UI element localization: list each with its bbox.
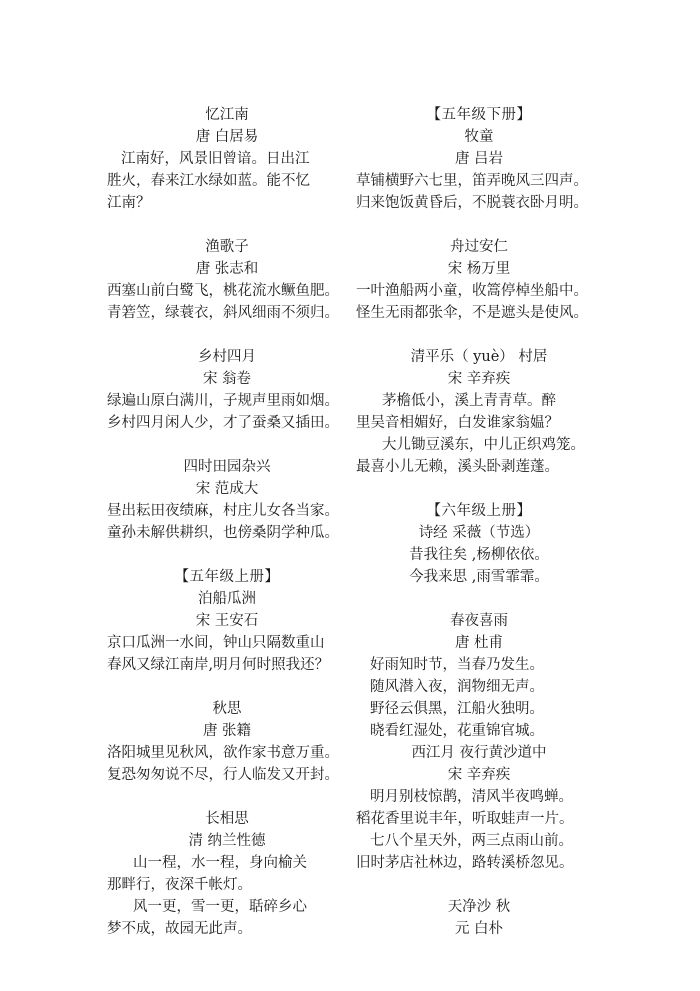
poem-title: 清平乐（ yuè） 村居 bbox=[410, 349, 548, 365]
poem-line: 好雨知时节，当春乃发生。 bbox=[370, 657, 544, 673]
poem-line: 野径云俱黑，江船火独明。 bbox=[370, 701, 544, 717]
section-header: 【五年级上册】 bbox=[174, 569, 280, 585]
poem-yu-ge-zi bbox=[107, 236, 347, 324]
poem-line: 梦不成，故园无此声。 bbox=[107, 921, 252, 937]
poem-line: 青箬笠，绿蓑衣，斜风细雨不须归。 bbox=[107, 305, 339, 321]
poem-author: 清 纳兰性德 bbox=[188, 833, 266, 849]
poem-line: 一叶渔船两小童，收篙停棹坐船中。 bbox=[356, 283, 588, 299]
poem-author: 宋 翁卷 bbox=[202, 371, 252, 387]
poem-line: 复恐匆匆说不尽，行人临发又开封。 bbox=[107, 767, 339, 783]
poem-author: 唐 张籍 bbox=[202, 723, 252, 739]
poem-author: 唐 张志和 bbox=[195, 261, 259, 277]
poem-line: 西塞山前白鹭飞，桃花流水鳜鱼肥。 bbox=[107, 283, 339, 299]
poem-line: 洛阳城里见秋风，欲作家书意万重。 bbox=[107, 745, 339, 761]
section-header: 【六年级上册】 bbox=[426, 503, 532, 519]
poem-author: 唐 白居易 bbox=[195, 129, 259, 145]
poem-line: 怪生无雨都张伞，不是遮头是使风。 bbox=[356, 305, 588, 321]
poem-line: 晓看红湿处，花重锦官城。 bbox=[370, 723, 544, 739]
poem-author: 唐 杜甫 bbox=[454, 635, 504, 651]
poem-xiang-cun-si-yue bbox=[107, 346, 347, 434]
poem-title: 渔歌子 bbox=[205, 239, 249, 255]
poem-line: 绿遍山原白满川，子规声里雨如烟。 bbox=[107, 393, 339, 409]
poem-author: 宋 范成大 bbox=[195, 481, 259, 497]
poem-line: 江南？ bbox=[107, 195, 151, 211]
poem-line: 随风潜入夜，润物细无声。 bbox=[370, 679, 544, 695]
poem-line: 最喜小儿无赖，溪头卧剥莲蓬。 bbox=[356, 459, 559, 475]
poem-line: 茅檐低小，溪上青青草。醉 bbox=[382, 393, 556, 409]
poem-title: 春夜喜雨 bbox=[450, 613, 508, 629]
poem-line: 大儿锄豆溪东，中儿正织鸡笼。 bbox=[382, 437, 585, 453]
poem-title: 四时田园杂兴 bbox=[183, 459, 271, 475]
poem-title: 天净沙 秋 bbox=[447, 899, 511, 915]
poem-line: 风一更，雪一更，聒碎乡心 bbox=[133, 899, 307, 915]
poem-title: 忆江南 bbox=[205, 107, 249, 123]
poem-line: 山一程，水一程，身向榆关 bbox=[133, 855, 307, 871]
poem-line: 草铺横野六七里，笛弄晚风三四声。 bbox=[356, 173, 588, 189]
section-header: 【五年级下册】 bbox=[426, 107, 532, 123]
poem-line: 昔我往矣 ,杨柳依依。 bbox=[409, 547, 549, 563]
poem-line: 童孙未解供耕织，也傍桑阴学种瓜。 bbox=[107, 525, 339, 541]
poem-title: 秋思 bbox=[212, 701, 242, 717]
poem-line: 乡村四月闲人少，才了蚕桑又插田。 bbox=[107, 415, 339, 431]
poem-chun-ye-xi-yu bbox=[356, 610, 602, 742]
poem-title: 乡村四月 bbox=[198, 349, 256, 365]
poem-line: 归来饱饭黄昏后，不脱蓑衣卧月明。 bbox=[356, 195, 588, 211]
poem-line: 胜火，春来江水绿如蓝。能不忆 bbox=[107, 173, 310, 189]
poem-chang-xiang-si bbox=[107, 808, 347, 940]
poem-xi-jiang-yue bbox=[356, 742, 602, 874]
poem-cai-wei bbox=[356, 500, 602, 588]
poem-author: 唐 吕岩 bbox=[454, 151, 504, 167]
poem-line: 稻花香里说丰年，听取蛙声一片。 bbox=[356, 811, 574, 827]
poem-title: 舟过安仁 bbox=[450, 239, 508, 255]
poem-line: 今我来思 ,雨雪霏霏。 bbox=[409, 569, 549, 585]
poem-bo-chuan-gua-zhou bbox=[107, 566, 347, 676]
poem-line: 那畔行，夜深千帐灯。 bbox=[107, 877, 252, 893]
right-column bbox=[356, 104, 602, 940]
poem-author: 元 白朴 bbox=[454, 921, 504, 937]
poem-line: 春风又绿江南岸,明月何时照我还？ bbox=[107, 657, 330, 673]
poem-tian-jing-sha bbox=[356, 896, 602, 940]
poem-title: 牧童 bbox=[464, 129, 494, 145]
poem-si-shi-tian-yuan bbox=[107, 456, 347, 544]
poem-author: 宋 辛弃疾 bbox=[447, 767, 511, 783]
poem-author: 宋 辛弃疾 bbox=[447, 371, 511, 387]
poem-author: 宋 王安石 bbox=[195, 613, 259, 629]
poem-title: 西江月 夜行黄沙道中 bbox=[411, 745, 547, 761]
poem-line: 江南好，风景旧曾谙。日出江 bbox=[121, 151, 310, 167]
poem-qing-ping-le bbox=[356, 346, 602, 478]
poem-line: 昼出耘田夜绩麻，村庄儿女各当家。 bbox=[107, 503, 339, 519]
poem-author: 宋 杨万里 bbox=[447, 261, 511, 277]
left-column bbox=[107, 104, 347, 940]
poem-line: 明月别枝惊鹊，清风半夜鸣蝉。 bbox=[370, 789, 573, 805]
poem-line: 里吴音相媚好，白发谁家翁媪？ bbox=[356, 415, 559, 431]
poem-zhou-guo-an-ren bbox=[356, 236, 602, 324]
poem-line: 七八个星天外，两三点雨山前。 bbox=[370, 833, 573, 849]
poem-title: 泊船瓜洲 bbox=[198, 591, 256, 607]
poem-yi-jiang-nan bbox=[107, 104, 347, 214]
poem-title: 长相思 bbox=[205, 811, 249, 827]
poem-title: 诗经 采薇（节选） bbox=[418, 525, 540, 541]
poem-line: 京口瓜洲一水间，钟山只隔数重山 bbox=[107, 635, 325, 651]
poem-line: 旧时茅店社林边，路转溪桥忽见。 bbox=[356, 855, 574, 871]
poem-qiu-si bbox=[107, 698, 347, 786]
poem-mu-tong bbox=[356, 104, 602, 214]
